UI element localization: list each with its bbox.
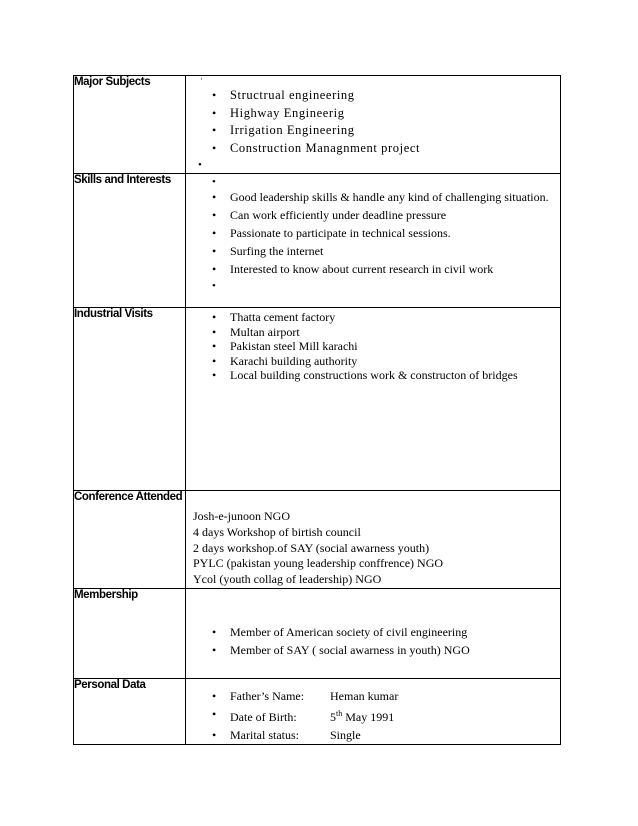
list-item: • Member of SAY ( social awarness in youth) NGO: [212, 642, 470, 657]
membership-list: [186, 623, 560, 659]
major-subjects-list: [186, 87, 560, 157]
visits-list: [186, 310, 560, 383]
list-item: • Karachi building authority: [212, 353, 358, 368]
field-key: Marital status:: [230, 727, 299, 742]
conference-line: Ycol (youth collag of leadership) NGO: [193, 572, 382, 587]
field-key: Date of Birth:: [230, 709, 297, 724]
personal-list: [186, 687, 560, 744]
row-membership: [74, 588, 561, 678]
label-skills: Skills and Interests: [74, 174, 186, 308]
list-item: • Surfing the internet: [212, 244, 324, 258]
field-value: 5th May 1991: [330, 708, 395, 724]
list-item: • Member of American society of civil engineering: [212, 624, 468, 639]
row-major-subjects: [74, 76, 561, 174]
list-item: • Multan airport: [212, 324, 300, 339]
conference-line: 2 days workshop.of SAY (social awarness youth): [193, 540, 430, 555]
list-item: • Date of Birth: 5th May 1991: [212, 706, 395, 724]
resume-table: [73, 75, 561, 745]
content-personal-data: [186, 678, 561, 744]
list-item: • Good leadership skills & handle any kind of challenging situation.: [212, 190, 549, 204]
list-item: • Structrual engineering: [212, 88, 355, 102]
content-industrial-visits: [186, 308, 561, 491]
content-major-subjects: [186, 76, 561, 174]
list-item: • Interested to know about current research in civil work: [212, 262, 494, 276]
skills-list: [186, 190, 560, 276]
empty-bullet: •: [198, 159, 202, 171]
row-conference: [74, 491, 561, 589]
field-key: Father’s Name:: [230, 688, 305, 703]
conference-line: PYLC (pakistan young leadership conffrence) NGO: [193, 556, 444, 571]
list-item: • Passionate to participate in technical sessions.: [212, 226, 451, 240]
row-skills: [74, 174, 561, 308]
list-item: • Local building constructions work & constructon of bridges: [212, 368, 518, 382]
list-item: • Construction Managnment project: [212, 140, 421, 155]
list-item: • Marital status: Single: [212, 727, 361, 742]
content-skills: [186, 174, 561, 308]
row-personal-data: [74, 678, 561, 744]
label-major-subjects: Major Subjects: [74, 76, 186, 174]
list-item: • Thatta cement factory: [212, 310, 336, 324]
list-item: • Highway Engineerig: [212, 105, 345, 120]
content-conference: [186, 491, 561, 589]
empty-bullet: •: [212, 280, 216, 292]
row-industrial-visits: [74, 308, 561, 491]
label-conference: Conference Attended: [74, 491, 186, 589]
list-item: • Father’s Name: Heman kumar: [212, 688, 399, 703]
conference-line: Josh-e-junoon NGO: [193, 509, 290, 523]
label-membership: Membership: [74, 588, 186, 678]
empty-bullet: •: [212, 176, 216, 188]
list-item: • Pakistan steel Mill karachi: [212, 339, 358, 353]
label-industrial-visits: Industrial Visits: [74, 308, 186, 491]
stray-mark: ·: [200, 74, 203, 84]
label-personal-data: Personal Data: [74, 678, 186, 744]
conference-line: 4 days Workshop of birtish council: [193, 524, 361, 539]
list-item: • Can work efficiently under deadline pressure: [212, 208, 447, 222]
field-value: Heman kumar: [330, 688, 399, 703]
list-item: • Irrigation Engineering: [212, 123, 355, 137]
field-value: Single: [330, 727, 361, 742]
content-membership: [186, 588, 561, 678]
